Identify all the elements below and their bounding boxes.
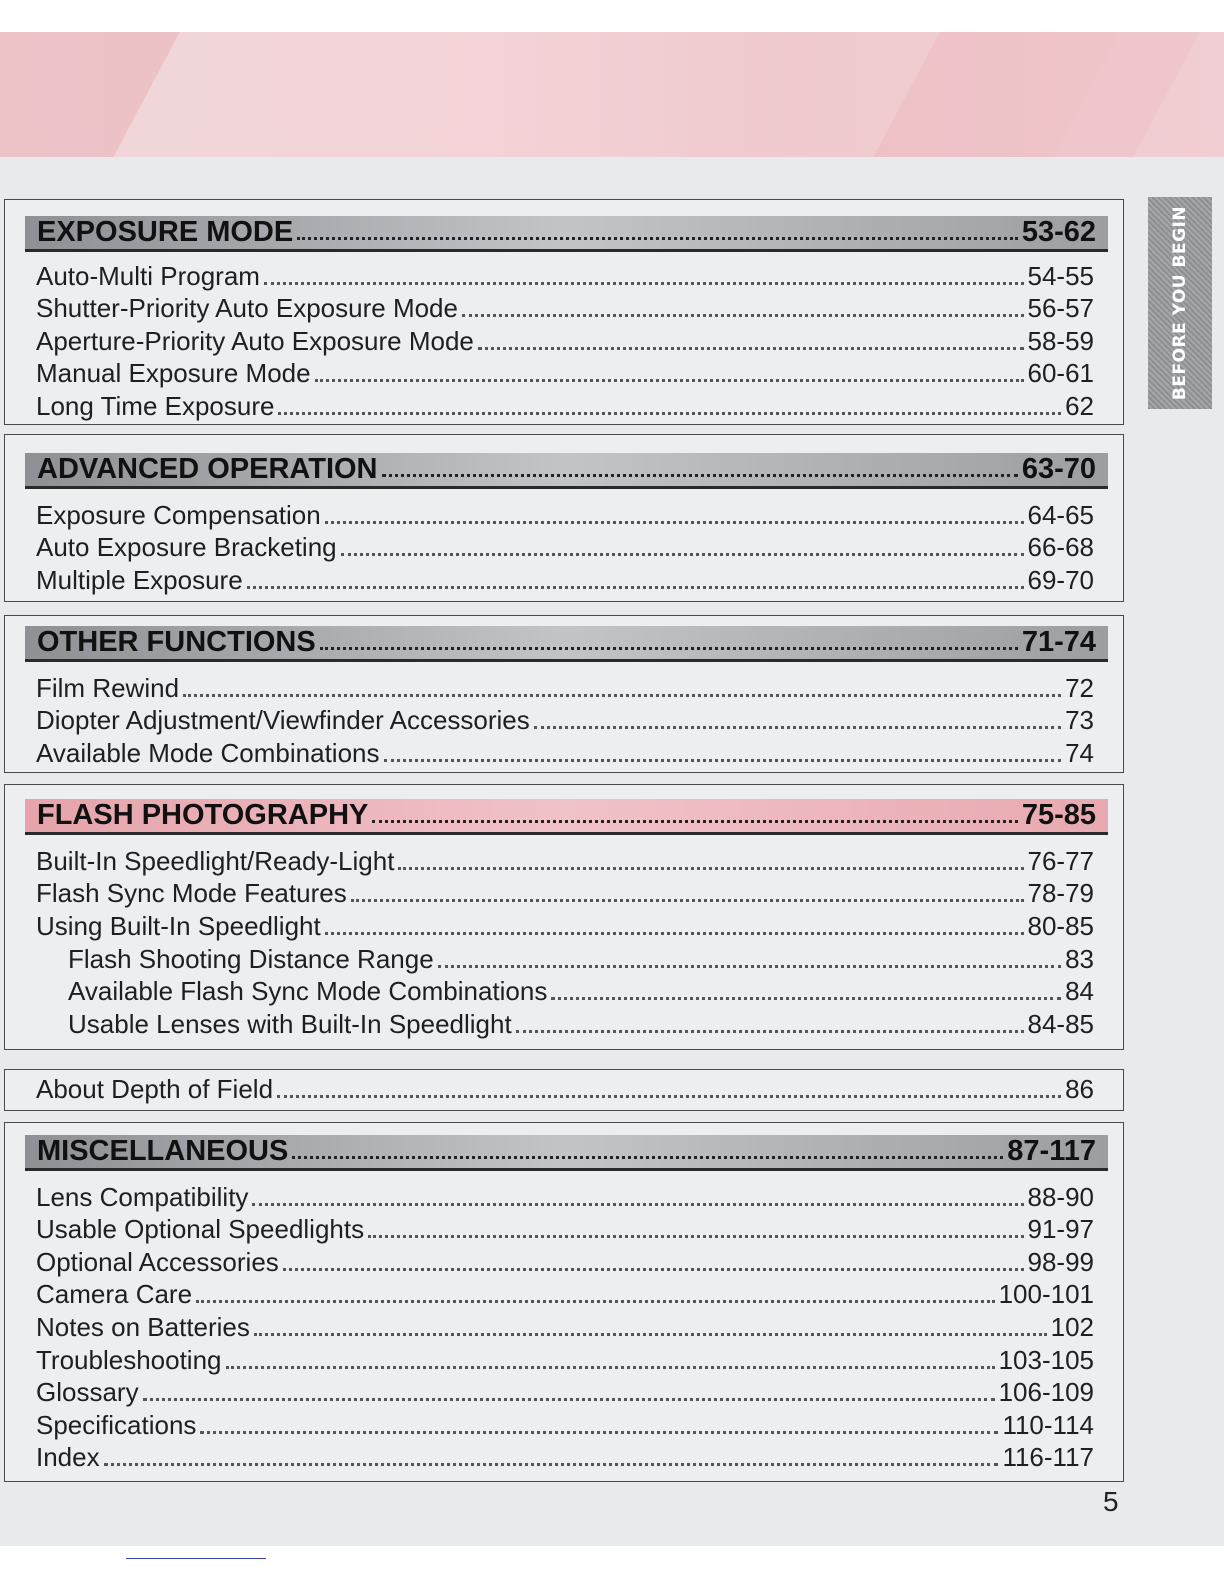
dot-leader: [341, 552, 1024, 556]
decorative-header-band: [0, 32, 1224, 157]
entry-pages: 84: [1065, 975, 1094, 1006]
section-pages: 63-70: [1021, 453, 1096, 485]
entry-pages: 72: [1065, 672, 1094, 703]
toc-entry: [36, 910, 1094, 942]
dot-leader: [325, 520, 1024, 524]
entry-pages: 64-65: [1027, 499, 1094, 530]
toc-entry: [36, 704, 1094, 736]
entry-pages: 80-85: [1027, 910, 1094, 941]
entry-pages: 76-77: [1027, 845, 1094, 876]
section-heading: [25, 453, 1108, 489]
entry-pages: 116-117: [1002, 1441, 1094, 1472]
toc-entry: [36, 1441, 1094, 1473]
dot-leader: [278, 411, 1061, 415]
entry-pages: 60-61: [1027, 357, 1094, 388]
entry-pages: 91-97: [1027, 1213, 1094, 1244]
toc-entry: [36, 390, 1094, 422]
entry-title: Diopter Adjustment/Viewfinder Accessories: [36, 704, 530, 735]
entry-pages: 74: [1065, 737, 1094, 768]
toc-entry: [36, 564, 1094, 596]
entry-title: Available Flash Sync Mode Combinations: [68, 975, 548, 1006]
toc-entry: [36, 1344, 1094, 1376]
entry-pages: 88-90: [1027, 1181, 1094, 1212]
toc-entry: [36, 877, 1094, 909]
toc-entry: [36, 845, 1094, 877]
toc-entry: [36, 1213, 1094, 1245]
dot-leader: [551, 996, 1061, 1000]
entry-pages: 66-68: [1027, 531, 1094, 562]
entry-pages: 110-114: [1002, 1409, 1094, 1440]
dot-leader: [372, 819, 1017, 823]
dot-leader: [143, 1397, 995, 1401]
entry-title: Glossary: [36, 1376, 139, 1407]
entry-title: Flash Sync Mode Features: [36, 877, 347, 908]
dot-leader: [382, 473, 1018, 477]
section-pages: 75-85: [1021, 799, 1096, 831]
toc-entry: [36, 1409, 1094, 1441]
entry-pages: 58-59: [1027, 325, 1094, 356]
entry-pages: 98-99: [1027, 1246, 1094, 1277]
entry-title: Camera Care: [36, 1278, 193, 1309]
entry-title: Usable Lenses with Built-In Speedlight: [68, 1008, 512, 1039]
dot-leader: [384, 758, 1062, 762]
section-heading: [25, 1135, 1108, 1171]
bottom-rule: [126, 1558, 266, 1559]
dot-leader: [351, 898, 1024, 902]
toc-entry: [36, 1278, 1094, 1310]
section-title: ADVANCED OPERATION: [37, 453, 378, 485]
entry-title: About Depth of Field: [36, 1073, 274, 1104]
dot-leader: [277, 1094, 1061, 1098]
dot-leader: [315, 378, 1024, 382]
section-heading: [25, 626, 1108, 662]
section-pages: 87-117: [1007, 1135, 1096, 1167]
entry-title: Shutter-Priority Auto Exposure Mode: [36, 292, 458, 323]
entry-pages: 56-57: [1027, 292, 1094, 323]
dot-leader: [292, 1155, 1003, 1159]
section-title: MISCELLANEOUS: [37, 1135, 289, 1167]
section-title: OTHER FUNCTIONS: [37, 626, 316, 658]
entry-title: Auto-Multi Program: [36, 260, 260, 291]
entry-title: Optional Accessories: [36, 1246, 279, 1277]
entry-title: Aperture-Priority Auto Exposure Mode: [36, 325, 474, 356]
dot-leader: [104, 1462, 999, 1466]
dot-leader: [478, 346, 1024, 350]
dot-leader: [534, 725, 1061, 729]
section-pages: 71-74: [1021, 626, 1096, 658]
dot-leader: [254, 1332, 1047, 1336]
entry-title: Usable Optional Speedlights: [36, 1213, 365, 1244]
entry-title: Lens Compatibility: [36, 1181, 249, 1212]
entry-pages: 54-55: [1027, 260, 1094, 291]
entry-pages: 102: [1050, 1311, 1094, 1342]
dot-leader: [462, 313, 1024, 317]
toc-subentry: [68, 1008, 1094, 1040]
section-title: FLASH PHOTOGRAPHY: [37, 799, 369, 831]
toc-entry: [36, 1311, 1094, 1343]
entry-pages: 106-109: [998, 1376, 1094, 1407]
entry-title: Troubleshooting: [36, 1344, 222, 1375]
dot-leader: [252, 1202, 1023, 1206]
entry-pages: 69-70: [1027, 564, 1094, 595]
toc-entry: [36, 1073, 1094, 1105]
entry-title: Manual Exposure Mode: [36, 357, 311, 388]
dot-leader: [264, 281, 1024, 285]
entry-pages: 78-79: [1027, 877, 1094, 908]
dot-leader: [368, 1234, 1023, 1238]
entry-pages: 73: [1065, 704, 1094, 735]
entry-title: Film Rewind: [36, 672, 180, 703]
dot-leader: [247, 585, 1024, 589]
dot-leader: [325, 931, 1024, 935]
entry-title: Auto Exposure Bracketing: [36, 531, 337, 562]
entry-title: Notes on Batteries: [36, 1311, 250, 1342]
entry-pages: 86: [1065, 1073, 1094, 1104]
side-tab-label: BEFORE YOU BEGIN: [1170, 205, 1190, 401]
dot-leader: [297, 236, 1018, 240]
toc-entry: [36, 1181, 1094, 1213]
toc-entry: [36, 531, 1094, 563]
toc-entry: [36, 292, 1094, 324]
entry-title: Flash Shooting Distance Range: [68, 943, 434, 974]
section-heading: [25, 799, 1108, 835]
page-number: 5: [1103, 1486, 1119, 1517]
dot-leader: [200, 1430, 998, 1434]
section-pages: 53-62: [1021, 216, 1096, 248]
entry-title: Available Mode Combinations: [36, 737, 380, 768]
dot-leader: [226, 1365, 995, 1369]
toc-entry: [36, 1246, 1094, 1278]
toc-entry: [36, 260, 1094, 292]
toc-entry: [36, 325, 1094, 357]
toc-entry: [36, 672, 1094, 704]
entry-title: Long Time Exposure: [36, 390, 275, 421]
dot-leader: [516, 1029, 1024, 1033]
entry-title: Built-In Speedlight/Ready-Light: [36, 845, 395, 876]
entry-title: Index: [36, 1441, 100, 1472]
section-heading: [25, 216, 1108, 252]
dot-leader: [320, 646, 1018, 650]
entry-pages: 84-85: [1027, 1008, 1094, 1039]
entry-title: Multiple Exposure: [36, 564, 243, 595]
toc-entry: [36, 499, 1094, 531]
dot-leader: [438, 964, 1061, 968]
toc-entry: [36, 737, 1094, 769]
entry-title: Exposure Compensation: [36, 499, 321, 530]
toc-subentry: [68, 975, 1094, 1007]
entry-title: Using Built-In Speedlight: [36, 910, 321, 941]
entry-pages: 103-105: [998, 1344, 1094, 1375]
entry-pages: 100-101: [998, 1278, 1094, 1309]
toc-entry: [36, 1376, 1094, 1408]
entry-title: Specifications: [36, 1409, 197, 1440]
toc-subentry: [68, 943, 1094, 975]
dot-leader: [398, 866, 1023, 870]
dot-leader: [196, 1299, 995, 1303]
entry-pages: 62: [1065, 390, 1094, 421]
entry-pages: 83: [1065, 943, 1094, 974]
section-title: EXPOSURE MODE: [37, 216, 294, 248]
dot-leader: [283, 1267, 1024, 1271]
dot-leader: [183, 693, 1061, 697]
toc-entry: [36, 357, 1094, 389]
side-tab-before-you-begin: [1148, 197, 1212, 409]
